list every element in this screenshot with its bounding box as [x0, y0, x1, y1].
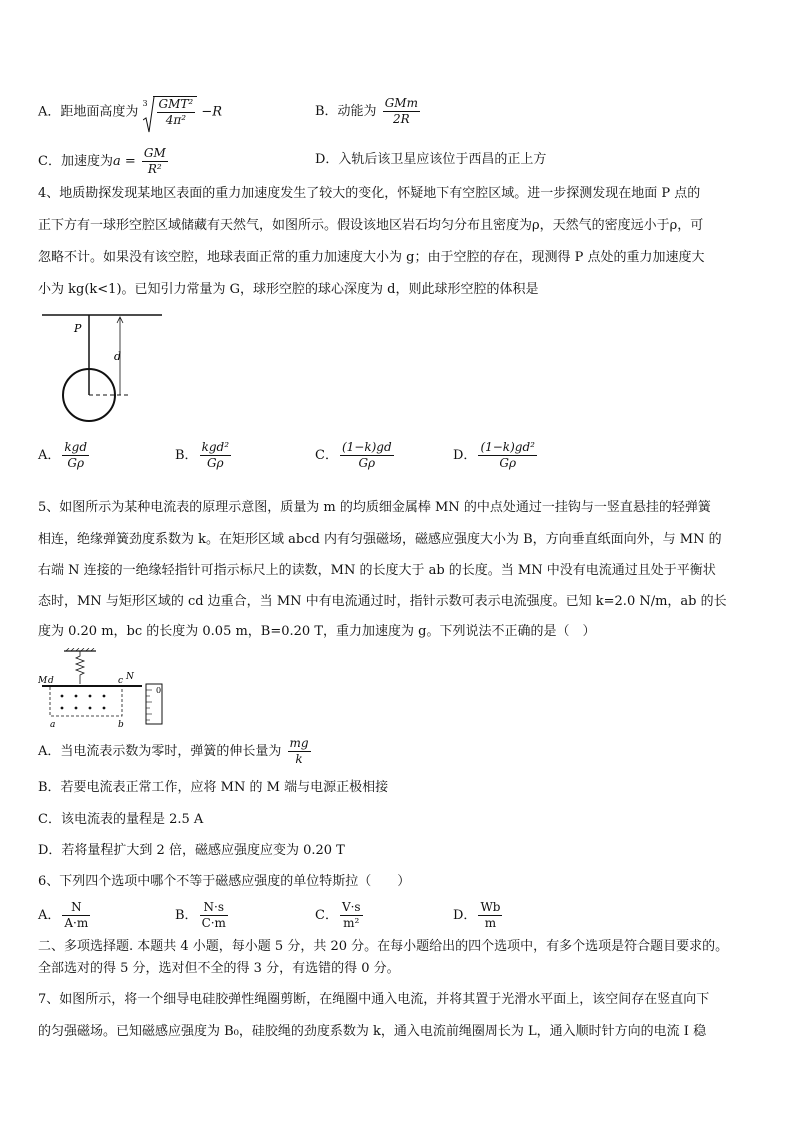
q4-option-a-denominator: Gρ: [67, 456, 85, 470]
q4-line-4: 小为 kg(k<1)。已知引力常量为 G，球形空腔的球心深度为 d，则此球形空腔的体积是: [38, 282, 539, 297]
q6-option-d-denominator: m: [484, 916, 497, 930]
section2-heading-line-2: 全部选对的得 5 分，选对但不全的得 3 分，有选错的得 0 分。: [38, 961, 400, 976]
q4-option-a-letter: A．: [38, 448, 61, 463]
q6-stem: 6、下列四个选项中哪个不等于磁感应强度的单位特斯拉（ ）: [38, 874, 411, 889]
q4-option-d-denominator: Gρ: [499, 456, 516, 470]
q5-line-5: 度为 0.20 m，bc 的长度为 0.05 m，B=0.20 T，重力加速度为 g。下列说法不正确的是（ ）: [38, 624, 596, 639]
q7-line-1: 7、如图所示，将一个细导电硅胶弹性绳圈剪断，在绳圈中通入电流，并将其置于光滑水平面上，该空间存在竖直向下: [38, 992, 710, 1007]
field-dots: [61, 695, 106, 710]
q3-option-c-prefix: C．加速度为: [38, 154, 113, 169]
q6-option-b-denominator: C·m: [201, 916, 226, 930]
root-numerator: GMT²: [158, 97, 194, 111]
label-n: N: [126, 672, 134, 682]
q3-option-b-numerator: GMm: [384, 96, 418, 110]
q4-line-1: 4、地质勘探发现某地区表面的重力加速度发生了较大的变化，怀疑地下有空腔区域。进一步探测发现在地面 P 点的: [38, 186, 701, 201]
q4-option-a-numerator: kgd: [64, 440, 88, 454]
q6-option-b-letter: B．: [175, 908, 198, 923]
q3-option-c-lhs: a =: [112, 154, 136, 169]
q4-line-2: 正下方有一球形空腔区域储藏有天然气，如图所示。假设该地区岩石均匀分布且密度为ρ，天然气的密度远小于ρ，可: [38, 218, 704, 233]
q4-option-d-numerator: (1−k)gd²: [480, 440, 535, 454]
q5-line-2: 相连，绝缘弹簧劲度系数为 k。在矩形区域 abcd 内有匀强磁场，磁感应强度大小为 B，方向垂直纸面向外，与 MN 的: [38, 532, 722, 547]
label-d: d: [48, 676, 54, 686]
q6-option-c-letter: C．: [315, 908, 338, 923]
q4-option-c: [315, 440, 396, 471]
q3-option-c-denominator: R²: [147, 162, 162, 176]
q5-option-a: [38, 736, 313, 767]
q4-option-b: [175, 440, 233, 471]
q3-option-d: D．入轨后该卫星应该位于西昌的正上方: [315, 152, 547, 167]
q4-option-d-letter: D．: [453, 448, 477, 463]
q3-option-b-denominator: 2R: [393, 112, 410, 126]
q4-option-b-letter: B．: [175, 448, 198, 463]
q5-ammeter-figure: [38, 648, 168, 730]
q5-option-b: B．若要电流表正常工作，应将 MN 的 M 端与电源正极相接: [38, 780, 389, 795]
label-b: b: [118, 720, 124, 730]
q6-option-d-letter: D．: [453, 908, 477, 923]
spring-icon: [76, 651, 84, 684]
q3-option-b-prefix: B．动能为: [315, 104, 377, 119]
q6-option-a-denominator: A·m: [64, 916, 89, 930]
label-c: c: [118, 676, 124, 686]
q6-option-b: [175, 900, 230, 931]
q6-option-c-numerator: V·s: [341, 900, 361, 914]
cube-root-expression: [143, 96, 198, 128]
q4-option-b-denominator: Gρ: [206, 456, 224, 470]
q3-option-a-tail: −R: [201, 104, 223, 120]
q6-option-c: [315, 900, 365, 931]
q4-option-d: [453, 440, 539, 471]
q6-option-a: [38, 900, 92, 931]
root-index: 3: [142, 99, 148, 108]
scale-ticks: [146, 690, 152, 720]
q4-line-3: 忽略不计。如果没有该空腔，地球表面正常的重力加速度大小为 g；由于空腔的存在，现测得 P 点处的重力加速度大: [38, 250, 705, 265]
q5-option-a-numerator: mg: [289, 736, 309, 750]
q3-option-b: [315, 96, 422, 127]
q4-option-b-numerator: kgd²: [201, 440, 230, 454]
label-m: M: [38, 676, 48, 686]
q5-option-a-prefix: A．当电流表示数为零时，弹簧的伸长量为: [38, 744, 282, 759]
q5-line-1: 5、如图所示为某种电流表的原理示意图，质量为 m 的均质细金属棒 MN 的中点处通过一挂钩与一竖直悬挂的轻弹簧: [38, 500, 711, 515]
section2-heading-line-1: 二、多项选择题. 本题共 4 小题，每小题 5 分，共 20 分。在每小题给出的四个选项中，有多个选项是符合题目要求的。: [38, 939, 729, 954]
q4-option-c-denominator: Gρ: [358, 456, 376, 470]
q6-option-b-numerator: N·s: [200, 900, 228, 916]
q5-option-d: D．若将量程扩大到 2 倍，磁感应强度应变为 0.20 T: [38, 843, 345, 858]
q3-option-c-numerator: GM: [143, 146, 166, 160]
q6-option-a-letter: A．: [38, 908, 61, 923]
q4-option-c-numerator: (1−k)gd: [341, 440, 392, 454]
q3-option-a-prefix: A．距地面高度为: [38, 104, 139, 120]
q3-option-a: [38, 96, 222, 128]
scale-zero-label: 0: [156, 686, 162, 695]
q5-option-c: C．该电流表的量程是 2.5 A: [38, 812, 204, 827]
q3-option-c: [38, 146, 170, 177]
q7-line-2: 的匀强磁场。已知磁感应强度为 B₀，硅胶绳的劲度系数为 k，通入电流前绳圈周长为 L，通入顺时针方向的电流 I 稳: [38, 1024, 707, 1039]
q4-cavity-figure: [38, 310, 168, 422]
q6-option-d: [453, 900, 504, 931]
root-denominator: 4π²: [165, 113, 187, 127]
label-a: a: [50, 720, 56, 730]
field-region-abcd: [50, 686, 122, 716]
depth-d-label: d: [114, 350, 122, 363]
q6-option-a-numerator: N: [62, 900, 90, 916]
q5-option-a-denominator: k: [295, 752, 303, 766]
q6-option-d-numerator: Wb: [480, 900, 501, 914]
q5-line-3: 右端 N 连接的一绝缘轻指针可指示标尺上的读数，MN 的长度大于 ab 的长度。当 MN 中没有电流通过且处于平衡状: [38, 563, 716, 578]
point-p-label: P: [74, 322, 82, 335]
q4-option-a: [38, 440, 91, 471]
q5-line-4: 态时，MN 与矩形区域的 cd 边重合，当 MN 中有电流通过时，指针示数可表示电流强度。已知 k=2.0 N/m，ab 的长: [38, 594, 727, 609]
q6-option-c-denominator: m²: [343, 916, 360, 930]
q4-option-c-letter: C．: [315, 448, 338, 463]
